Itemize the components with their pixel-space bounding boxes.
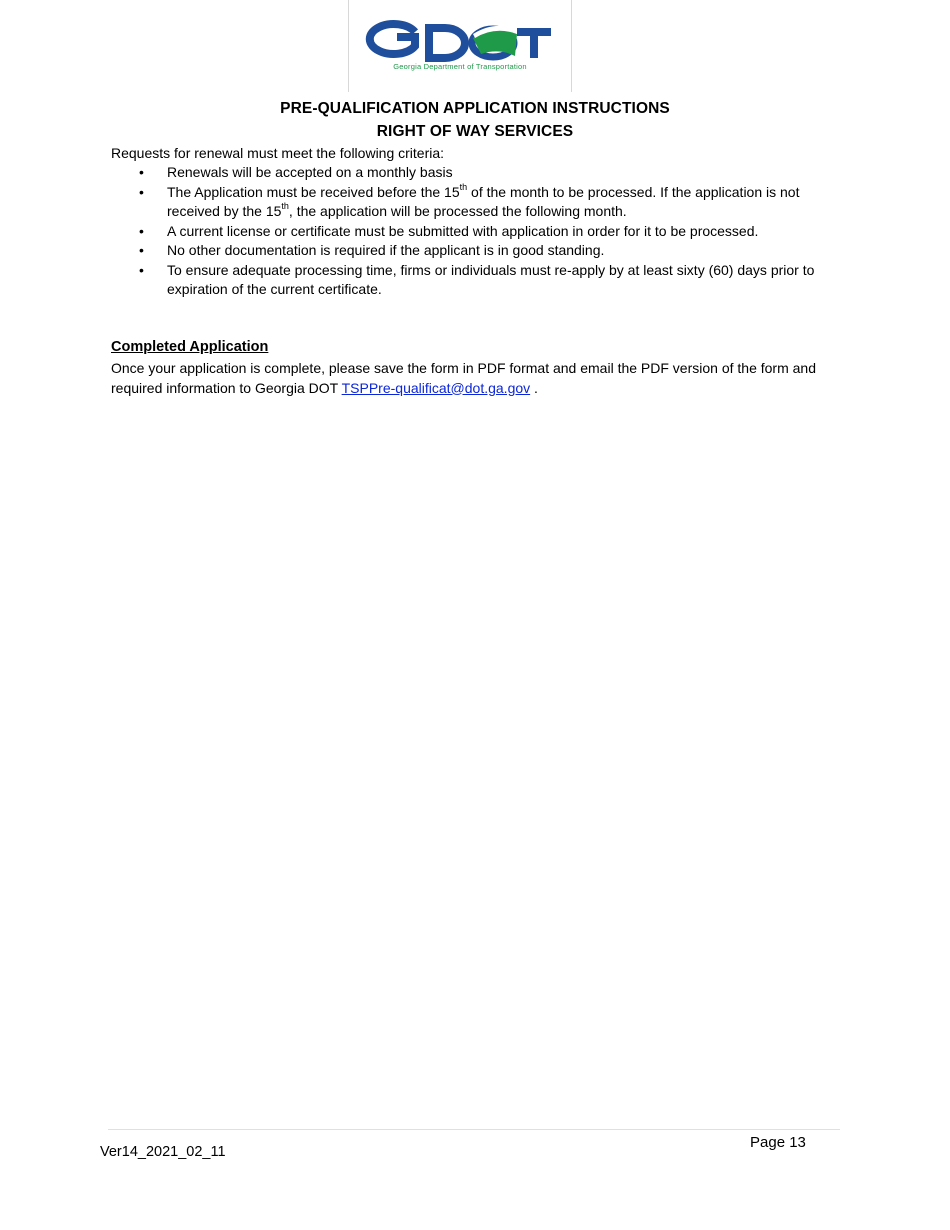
list-item-text: Renewals will be accepted on a monthly basis (167, 164, 453, 180)
footer-divider (108, 1129, 840, 1130)
bullet-icon: • (139, 183, 144, 200)
page-title: PRE-QUALIFICATION APPLICATION INSTRUCTIONS (280, 100, 670, 117)
ordinal-suffix: th (459, 181, 468, 192)
text-part: , the application will be processed the following month. (288, 203, 627, 219)
page-number: Page 13 (750, 1134, 806, 1151)
ordinal-suffix: th (281, 201, 289, 212)
completed-text: Once your application is complete, please save the form in PDF format and email the PDF version of the form and required information to Georgia DOT (111, 360, 816, 396)
bullet-icon: • (139, 164, 144, 180)
gdot-logo (348, 0, 572, 92)
list-item (111, 261, 841, 300)
list-item-text: To ensure adequate processing time, firms or individuals must re-apply by at least sixty (60) days prior to expiration of the current certificate. (167, 261, 815, 297)
text-part: of the month to be processed. If the application is not received by the 15 (167, 183, 800, 219)
bullet-icon: • (139, 242, 144, 258)
completed-tail: . (530, 379, 538, 396)
renewal-criteria-list (111, 163, 841, 300)
bullet-icon: • (139, 222, 144, 239)
gdot-logo-mark (349, 0, 571, 62)
completed-application-text (111, 359, 841, 398)
page-subtitle: RIGHT OF WAY SERVICES (376, 123, 574, 140)
list-item-text: A current license or certificate must be submitted with application in order for it to be processed. (167, 222, 759, 239)
bullet-icon: • (139, 261, 144, 278)
list-item (111, 163, 841, 183)
renewal-intro: Requests for renewal must meet the following criteria: (111, 145, 445, 161)
list-item (111, 241, 841, 261)
list-item (111, 222, 841, 242)
list-item-text: No other documentation is required if the applicant is in good standing. (167, 242, 605, 258)
list-item-text (167, 181, 800, 220)
version-label: Ver14_2021_02_11 (100, 1144, 226, 1160)
logo-tagline: Georgia Department of Transportation (393, 62, 527, 71)
email-link[interactable]: TSPPre-qualificat@dot.ga.gov (341, 379, 531, 396)
list-item (111, 183, 841, 222)
completed-application-heading: Completed Application (111, 339, 269, 355)
text-part: The Application must be received before the 15 (167, 183, 460, 200)
